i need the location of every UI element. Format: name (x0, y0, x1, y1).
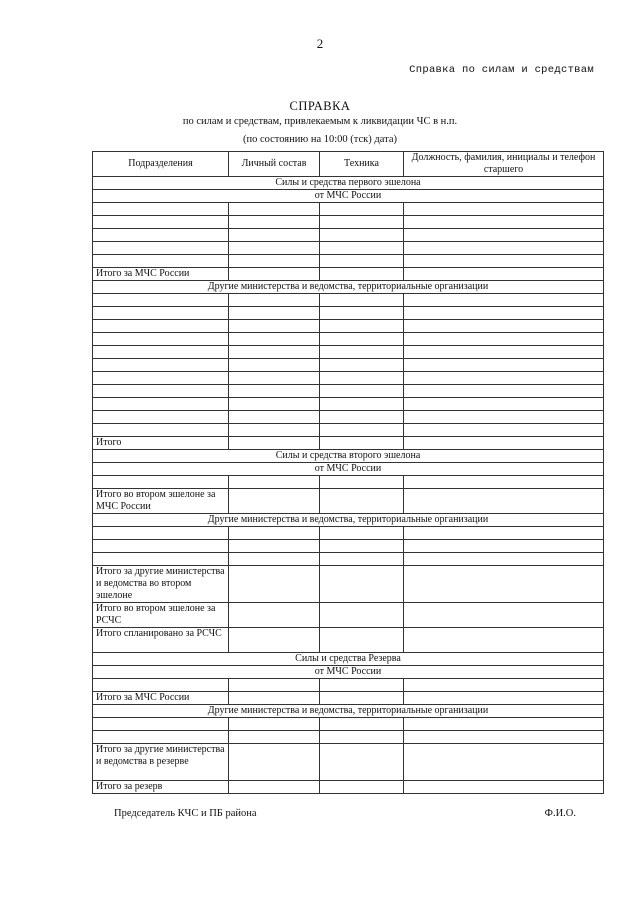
cell-equipment (320, 603, 404, 628)
cell-units (93, 476, 229, 489)
cell-equipment (320, 553, 404, 566)
cell-units (93, 372, 229, 385)
section-title: Силы и средства Резерва (93, 653, 604, 666)
cell-senior-contact (404, 603, 604, 628)
cell-senior-contact (404, 744, 604, 781)
cell-units (93, 320, 229, 333)
section-title: Силы и средства второго эшелона (93, 450, 604, 463)
cell-senior-contact (404, 628, 604, 653)
cell-personnel (229, 692, 320, 705)
cell-senior-contact (404, 216, 604, 229)
cell-units (93, 307, 229, 320)
cell-personnel (229, 255, 320, 268)
table-row (93, 294, 604, 307)
forces-table (92, 151, 604, 794)
cell-units: Итого (93, 437, 229, 450)
table-row (93, 679, 604, 692)
cell-equipment (320, 242, 404, 255)
total-row (93, 781, 604, 794)
cell-units (93, 333, 229, 346)
cell-equipment (320, 489, 404, 514)
cell-personnel (229, 268, 320, 281)
header-senior-contact: Должность, фамилия, инициалы и телефон старшего (404, 152, 604, 177)
cell-units (93, 242, 229, 255)
document-date-line: (по состоянию на 10:00 (тск) дата) (242, 134, 397, 145)
cell-personnel (229, 424, 320, 437)
section-row (93, 190, 604, 203)
cell-personnel (229, 333, 320, 346)
chairman-label: Председатель КЧС и ПБ района (114, 808, 257, 819)
cell-senior-contact (404, 346, 604, 359)
cell-equipment (320, 540, 404, 553)
cell-senior-contact (404, 411, 604, 424)
cell-units: Итого во втором эшелоне за РСЧС (93, 603, 229, 628)
cell-senior-contact (404, 692, 604, 705)
cell-personnel (229, 385, 320, 398)
cell-personnel (229, 744, 320, 781)
cell-senior-contact (404, 203, 604, 216)
cell-units (93, 553, 229, 566)
cell-personnel (229, 320, 320, 333)
cell-senior-contact (404, 540, 604, 553)
cell-units (93, 255, 229, 268)
page-number: 2 (316, 36, 324, 51)
cell-equipment (320, 268, 404, 281)
document-title: СПРАВКА (289, 99, 351, 113)
cell-personnel (229, 398, 320, 411)
section-row (93, 666, 604, 679)
table-row (93, 411, 604, 424)
table-row (93, 540, 604, 553)
cell-personnel (229, 203, 320, 216)
cell-equipment (320, 628, 404, 653)
cell-units (93, 411, 229, 424)
cell-senior-contact (404, 718, 604, 731)
total-row (93, 692, 604, 705)
table-row (93, 242, 604, 255)
total-row (93, 744, 604, 781)
table-row (93, 398, 604, 411)
section-row (93, 281, 604, 294)
cell-personnel (229, 718, 320, 731)
table-body (93, 177, 604, 794)
section-title: Другие министерства и ведомства, территориальные организации (93, 281, 604, 294)
total-row (93, 628, 604, 653)
table-row (93, 424, 604, 437)
section-row (93, 463, 604, 476)
section-title: от МЧС России (93, 463, 604, 476)
table-row (93, 229, 604, 242)
cell-units: Итого за другие министерства и ведомства во втором эшелоне (93, 566, 229, 603)
section-row (93, 177, 604, 190)
cell-personnel (229, 411, 320, 424)
header-personnel: Личный состав (229, 152, 320, 177)
table-row (93, 372, 604, 385)
total-row (93, 603, 604, 628)
cell-units (93, 203, 229, 216)
cell-personnel (229, 628, 320, 653)
cell-units: Итого во втором эшелоне за МЧС России (93, 489, 229, 514)
total-row (93, 566, 604, 603)
table-row (93, 216, 604, 229)
cell-units: Итого за другие министерства и ведомства в резерве (93, 744, 229, 781)
table-row (93, 333, 604, 346)
section-title: от МЧС России (93, 190, 604, 203)
cell-personnel (229, 294, 320, 307)
cell-senior-contact (404, 372, 604, 385)
cell-senior-contact (404, 489, 604, 514)
table-row (93, 718, 604, 731)
cell-senior-contact (404, 255, 604, 268)
table-row (93, 359, 604, 372)
cell-equipment (320, 679, 404, 692)
cell-equipment (320, 359, 404, 372)
cell-equipment (320, 437, 404, 450)
cell-equipment (320, 294, 404, 307)
cell-personnel (229, 540, 320, 553)
table-row (93, 527, 604, 540)
cell-equipment (320, 229, 404, 242)
cell-units (93, 294, 229, 307)
cell-senior-contact (404, 527, 604, 540)
table-row (93, 346, 604, 359)
cell-personnel (229, 731, 320, 744)
cell-equipment (320, 566, 404, 603)
cell-senior-contact (404, 731, 604, 744)
cell-senior-contact (404, 385, 604, 398)
cell-personnel (229, 242, 320, 255)
cell-equipment (320, 203, 404, 216)
cell-personnel (229, 476, 320, 489)
cell-personnel (229, 346, 320, 359)
cell-senior-contact (404, 781, 604, 794)
cell-senior-contact (404, 553, 604, 566)
cell-equipment (320, 424, 404, 437)
table-row (93, 307, 604, 320)
cell-units: Итого спланировано за РСЧС (93, 628, 229, 653)
cell-senior-contact (404, 398, 604, 411)
cell-equipment (320, 527, 404, 540)
cell-senior-contact (404, 320, 604, 333)
section-title: Другие министерства и ведомства, территориальные организации (93, 514, 604, 527)
cell-personnel (229, 527, 320, 540)
cell-senior-contact (404, 424, 604, 437)
section-row (93, 514, 604, 527)
signature-name: Ф.И.О. (544, 808, 576, 819)
section-row (93, 705, 604, 718)
cell-units (93, 385, 229, 398)
cell-equipment (320, 744, 404, 781)
cell-units (93, 398, 229, 411)
cell-senior-contact (404, 679, 604, 692)
cell-equipment (320, 255, 404, 268)
cell-equipment (320, 307, 404, 320)
section-title: Другие министерства и ведомства, территориальные организации (93, 705, 604, 718)
cell-senior-contact (404, 437, 604, 450)
cell-equipment (320, 346, 404, 359)
cell-units (93, 718, 229, 731)
section-title: от МЧС России (93, 666, 604, 679)
table-row (93, 385, 604, 398)
cell-senior-contact (404, 566, 604, 603)
cell-equipment (320, 372, 404, 385)
cell-personnel (229, 372, 320, 385)
header-equipment: Техника (320, 152, 404, 177)
cell-units (93, 359, 229, 372)
cell-units (93, 229, 229, 242)
total-row (93, 268, 604, 281)
cell-units (93, 731, 229, 744)
cell-equipment (320, 216, 404, 229)
table-row (93, 203, 604, 216)
cell-units (93, 679, 229, 692)
cell-equipment (320, 320, 404, 333)
total-row (93, 489, 604, 514)
cell-personnel (229, 489, 320, 514)
cell-personnel (229, 216, 320, 229)
cell-personnel (229, 679, 320, 692)
cell-equipment (320, 692, 404, 705)
cell-senior-contact (404, 294, 604, 307)
cell-personnel (229, 781, 320, 794)
corner-label: Справка по силам и средствам (409, 64, 594, 76)
header-units: Подразделения (93, 152, 229, 177)
table-header-row (93, 152, 604, 177)
cell-senior-contact (404, 359, 604, 372)
table-row (93, 476, 604, 489)
total-row (93, 437, 604, 450)
cell-units (93, 527, 229, 540)
cell-equipment (320, 385, 404, 398)
cell-units (93, 346, 229, 359)
cell-personnel (229, 553, 320, 566)
cell-personnel (229, 566, 320, 603)
table-row (93, 731, 604, 744)
cell-personnel (229, 229, 320, 242)
cell-senior-contact (404, 307, 604, 320)
cell-units: Итого за МЧС России (93, 692, 229, 705)
cell-equipment (320, 476, 404, 489)
cell-units (93, 216, 229, 229)
cell-equipment (320, 731, 404, 744)
cell-equipment (320, 333, 404, 346)
table-row (93, 320, 604, 333)
cell-units: Итого за МЧС России (93, 268, 229, 281)
cell-personnel (229, 603, 320, 628)
cell-units (93, 540, 229, 553)
cell-senior-contact (404, 333, 604, 346)
cell-senior-contact (404, 242, 604, 255)
cell-units: Итого за резерв (93, 781, 229, 794)
table-row (93, 553, 604, 566)
cell-units (93, 424, 229, 437)
cell-senior-contact (404, 229, 604, 242)
cell-senior-contact (404, 476, 604, 489)
section-row (93, 653, 604, 666)
document-subtitle: по силам и средствам, привлекаемым к ликвидации ЧС в н.п. (182, 116, 458, 127)
cell-personnel (229, 359, 320, 372)
cell-personnel (229, 437, 320, 450)
table-row (93, 255, 604, 268)
cell-equipment (320, 398, 404, 411)
cell-equipment (320, 781, 404, 794)
cell-equipment (320, 411, 404, 424)
section-title: Силы и средства первого эшелона (93, 177, 604, 190)
cell-personnel (229, 307, 320, 320)
section-row (93, 450, 604, 463)
cell-equipment (320, 718, 404, 731)
cell-senior-contact (404, 268, 604, 281)
